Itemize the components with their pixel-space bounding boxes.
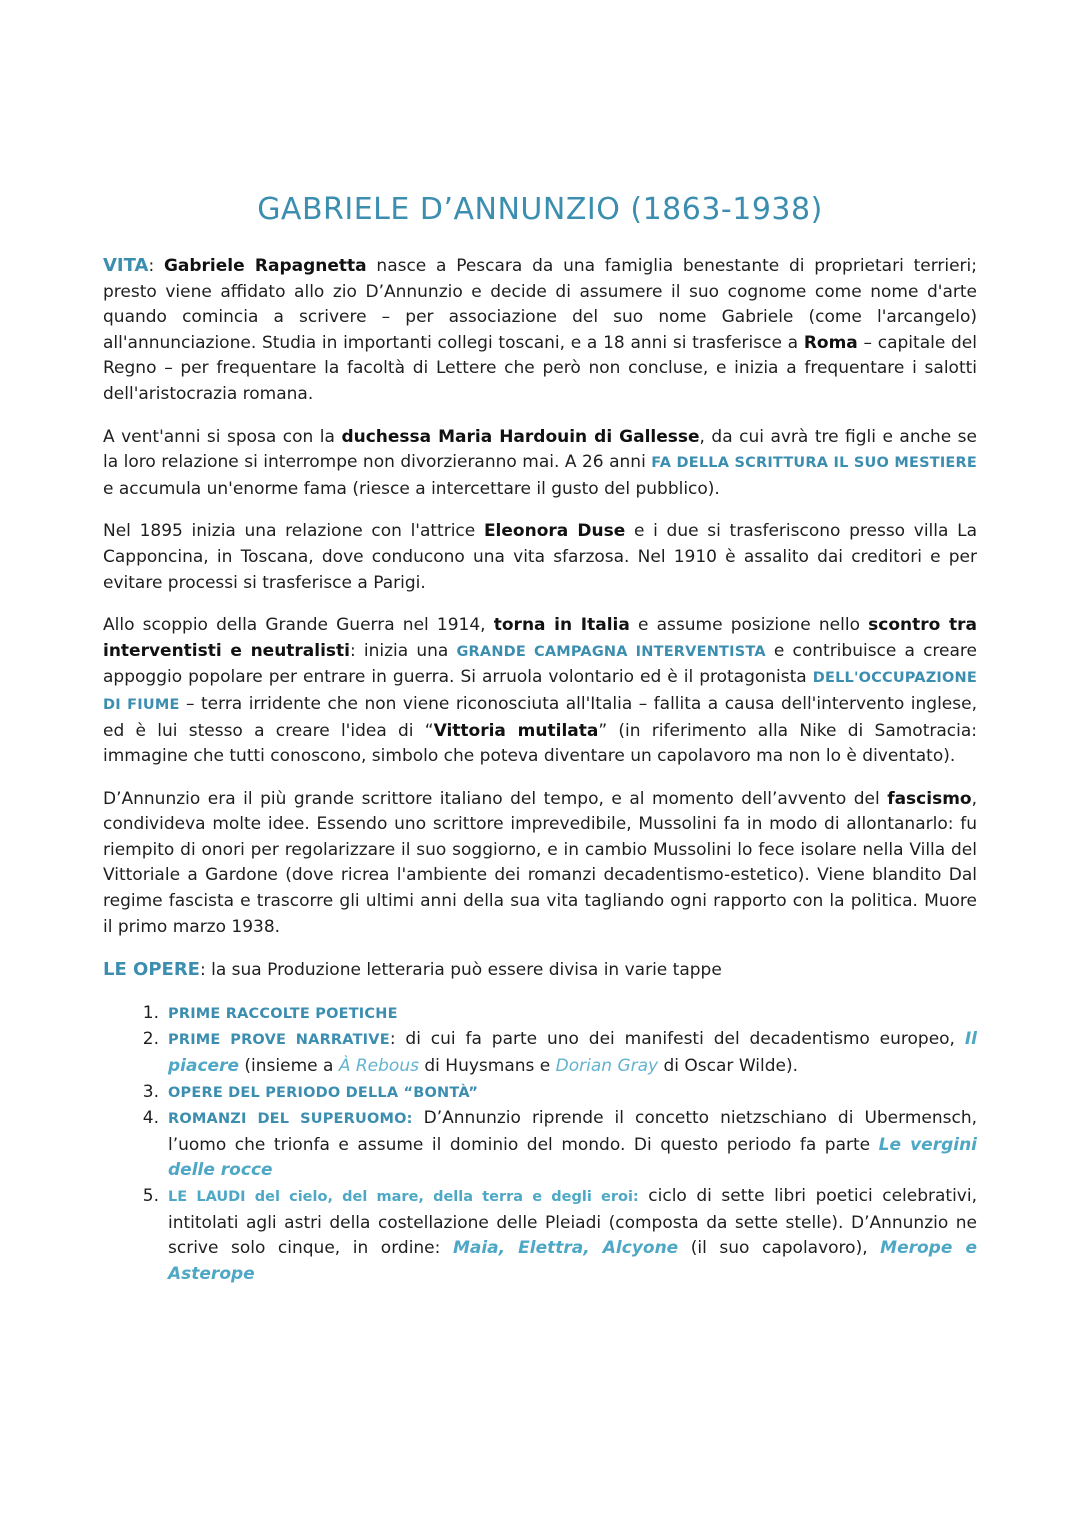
vita.p2-segment: duchessa Maria Hardouin di Gallesse — [341, 426, 700, 447]
vita.p4-segment: torna in Italia — [493, 615, 630, 636]
opere.items.4.parts-segment: Merope e Asterope — [168, 1238, 977, 1284]
vita.p4-segment: e assume posizione nello — [629, 615, 869, 636]
vita.p3-segment: Eleonora Duse — [483, 521, 626, 542]
opere.items.3.parts-segment: Le vergini delle rocce — [168, 1134, 977, 1181]
vita.p2-segment: , da cui avrà tre figli e anche se la loro relazione si interrompe non divorzieranno mai. A 26 anni — [103, 426, 977, 473]
vita.p4-segment: Vittoria mutilata — [433, 720, 599, 741]
document-body — [103, 253, 977, 1287]
vita.p5-segment: , condivideva molte idee. Essendo uno scrittore imprevedibile, Mussolini fa in modo di allontanarlo: fu riempito di onori per regolarizzare il suo soggiorno, e in cambio Mussolini lo fece isolare nella Villa del Vittoriale a Gardone (dove ricrea l'ambiente dei romanzi decadentismo-estetico). Viene blandito Dal regime fascista e trascorre gli ultimi anni della sua vita tagliando ogni rapporto con la politica. Muore il primo marzo 1938. — [103, 788, 977, 937]
vita.p4-segment: DELL'OCCUPAZIONE DI FIUME — [103, 670, 977, 713]
vita.p1-segment: – capitale del Regno – per frequentare la facoltà di Lettere che però non concluse, e inizia a frequentare i salotti dell'aristocrazia romana. — [103, 332, 977, 404]
vita.p1-segment: Roma — [803, 332, 858, 353]
list-number: 5. — [142, 1186, 159, 1206]
works-list-item — [103, 1184, 977, 1287]
paragraph-vita-5 — [103, 787, 977, 941]
vita.p4-segment: scontro tra interventisti e neutralisti — [103, 615, 977, 661]
vita.p1-segment: VITA — [103, 255, 149, 276]
works-list — [103, 1001, 977, 1288]
vita.p1-segment: Gabriele Rapagnetta — [163, 256, 367, 276]
opere.items.4.parts-segment: (il suo capolavoro), — [678, 1238, 881, 1259]
vita.p2-segment: e accumula un'enorme fama (riesce a intercettare il gusto del pubblico). — [103, 478, 720, 499]
opere.items.1.parts-segment: : di cui fa parte uno dei manifesti del decadentismo europeo, — [389, 1029, 965, 1050]
paragraph-vita-4 — [103, 613, 977, 770]
paragraph-opere-intro — [103, 957, 977, 984]
opere.items.1.parts-segment: Dorian Gray — [555, 1056, 659, 1077]
opere.items.4.parts-segment: Maia, Elettra, Alcyone — [452, 1238, 679, 1259]
opere.items.1.parts-segment: di Huysmans e — [418, 1056, 556, 1077]
opere.items.1.parts-segment: di Oscar Wilde). — [658, 1056, 798, 1077]
works-list-item — [103, 1027, 977, 1079]
opere.items.2.parts-segment: OPERE DEL PERIODO DELLA “BONTÀ” — [168, 1084, 479, 1101]
list-number: 1. — [142, 1002, 159, 1023]
works-list-item — [103, 1080, 977, 1107]
list-number: 2. — [142, 1029, 159, 1050]
list-number: 4. — [142, 1108, 159, 1129]
vita.p4-segment: : inizia una — [350, 640, 457, 661]
opere.items.4.parts-segment: LE LAUDI del cielo, del mare, della terra e degli eroi: — [168, 1189, 639, 1205]
paragraph-vita-2 — [103, 425, 977, 503]
opere.items.4.parts-segment: ciclo di sette libri poetici celebrativi, intitolati agli astri della costellazione delle Pleiadi (composta da sette stelle). D’Annunzio ne scrive solo cinque, in ordine: — [168, 1186, 977, 1259]
opere.intro-segment: LE OPERE — [103, 959, 200, 981]
vita.p4-segment: e contribuisce a creare appoggio popolare per entrare in guerra. Si arruola volontario ed è il protagonista — [103, 640, 977, 688]
opere.items.1.parts-segment: À Rebous — [338, 1056, 419, 1077]
vita.p3-segment: e i due si trasferiscono presso villa La Capponcina, in Toscana, dove conducono una vita sfarzosa. Nel 1910 è assalito dai creditori e per evitare processi si trasferisce a Parigi. — [103, 521, 977, 593]
opere.items.1.parts-segment: PRIME PROVE NARRATIVE — [168, 1032, 390, 1049]
vita.p4-segment: – terra irridente che non viene riconosciuta all'Italia – fallita a causa dell'intervento inglese, ed è lui stesso a creare l'idea di “ — [103, 693, 977, 741]
paragraph-vita-1 — [103, 253, 977, 408]
opere.items.1.parts-segment: (insieme a — [239, 1056, 339, 1077]
opere.intro-segment: : la sua Produzione letteraria può essere divisa in varie tappe — [199, 960, 722, 981]
opere.items.0.parts-segment: PRIME RACCOLTE POETICHE — [168, 1005, 398, 1022]
vita.p1-segment: nasce a Pescara da una famiglia benestante di proprietari terrieri; presto viene affidato allo zio D’Annunzio e decide di assumere il suo cognome come nome d'arte quando comincia a scrivere – per associazione del suo nome Gabriele (come l'arcangelo) all'annunciazione. Studia in importanti collegi toscani, e a 18 anni si trasferisce a — [103, 256, 977, 353]
page-title: GABRIELE D’ANNUNZIO (1863-1938) — [257, 192, 823, 227]
works-list-item — [103, 1106, 977, 1184]
vita.p5-segment: D’Annunzio era il più grande scrittore italiano del tempo, e al momento dell’avvento del — [103, 788, 888, 809]
list-number: 3. — [142, 1081, 159, 1102]
vita.p4-segment: Allo scoppio della Grande Guerra nel 1914, — [103, 615, 494, 636]
vita.p2-segment: FA DELLA SCRITTURA IL SUO MESTIERE — [651, 455, 977, 472]
opere.items.1.parts-segment: Il piacere — [168, 1029, 977, 1077]
vita.p3-segment: Nel 1895 inizia una relazione con l'attrice — [103, 521, 484, 542]
vita.p4-segment: ” (in riferimento alla Nike di Samotracia: immagine che tutti conoscono, simbolo che poteva diventare un capolavoro ma non lo è diventato). — [103, 720, 977, 767]
vita.p5-segment: fascismo — [887, 788, 972, 809]
works-list-item — [103, 1001, 977, 1028]
opere.items.3.parts-segment: ROMANZI DEL SUPERUOMO: — [168, 1111, 413, 1128]
opere.items.3.parts-segment: D’Annunzio riprende il concetto nietzschiano di Ubermensch, l’uomo che trionfa e assume il dominio del mondo. Di questo periodo fa parte — [168, 1108, 978, 1155]
vita.p1-segment: : — [148, 256, 164, 276]
vita.p4-segment: GRANDE CAMPAGNA INTERVENTISTA — [456, 643, 766, 660]
paragraph-vita-3 — [103, 519, 977, 596]
vita.p2-segment: A vent'anni si sposa con la — [103, 426, 342, 447]
